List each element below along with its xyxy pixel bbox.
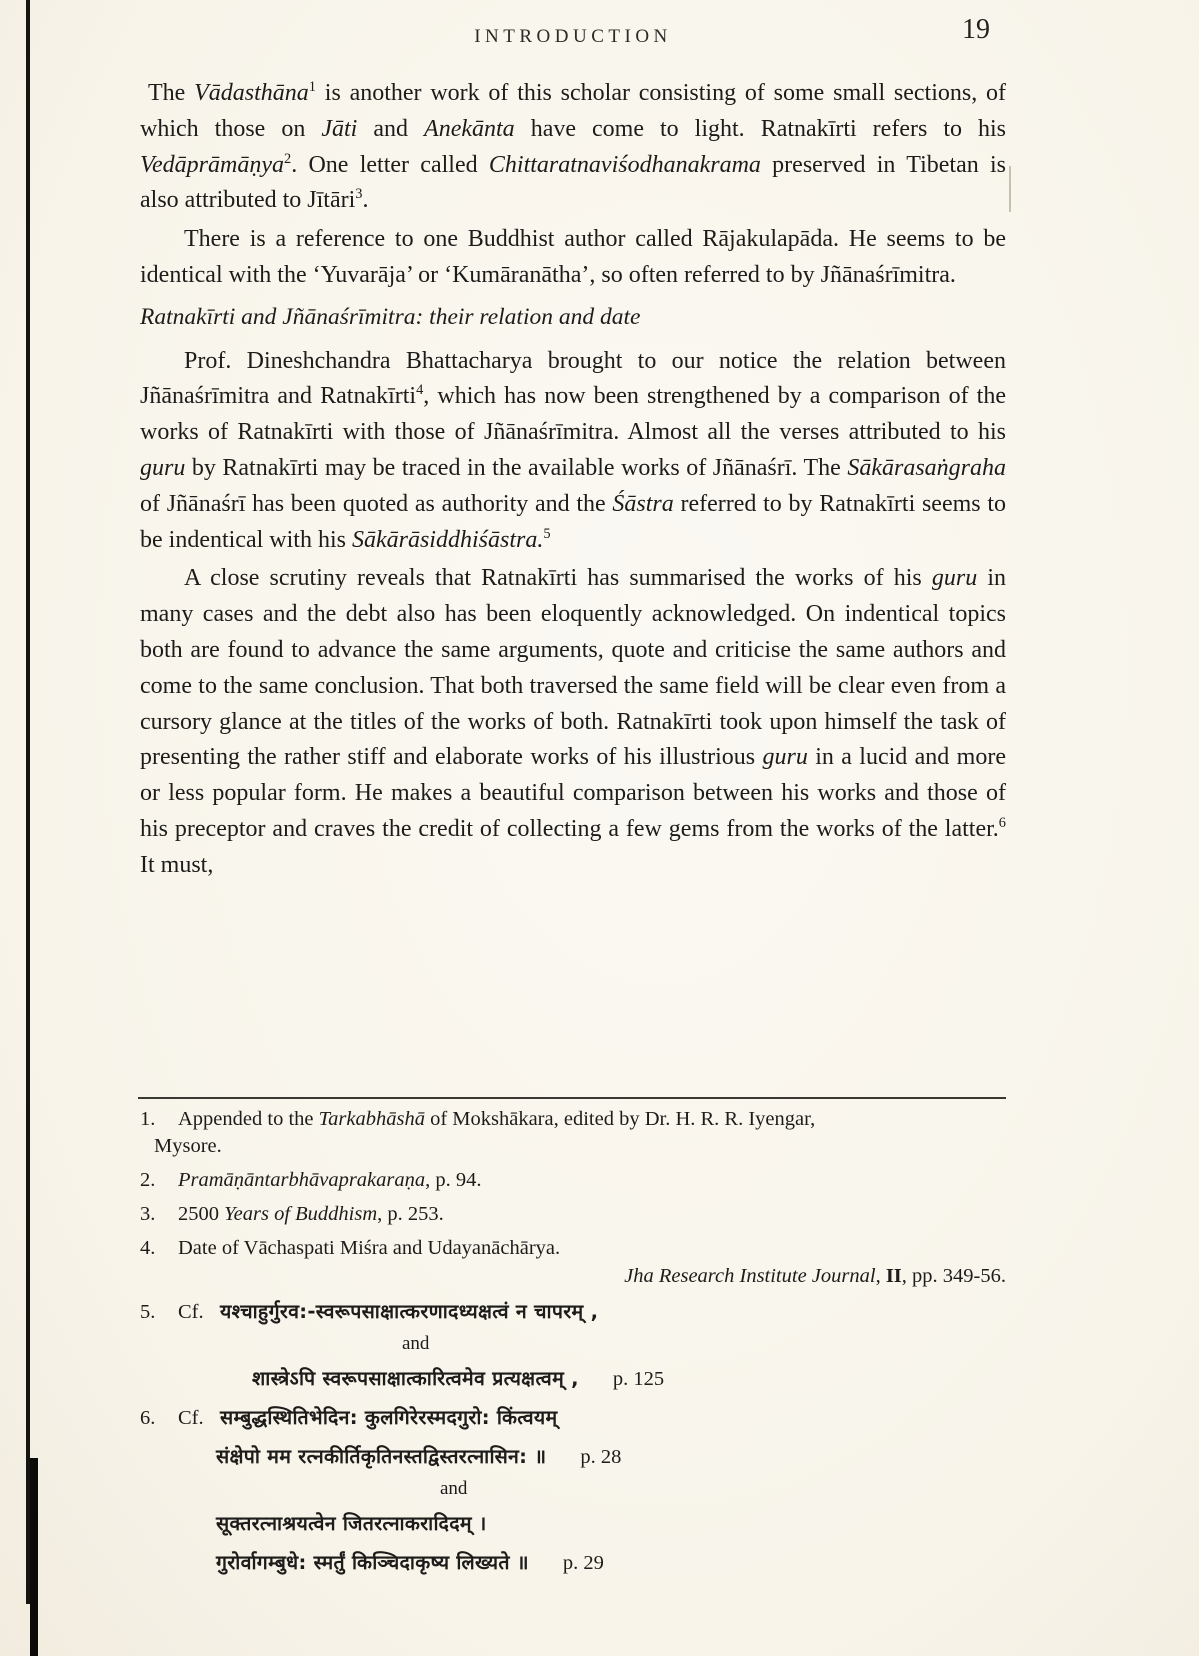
footnote-line [140,1475,1006,1502]
footnote-line [140,1362,1006,1396]
page-number: 19 [962,14,990,45]
text-run: have come to light. Ratnakīrti refers to his [514,115,1007,142]
text-run: , p. 253. [377,1203,444,1225]
footnote-marker: 2 [283,150,292,167]
text-run: in a lucid and more or less popular form. He makes a beautiful comparison between his works and those of his preceptor and craves the credit of collecting a few gems from the works of the latter. [140,744,1006,842]
text-run: Mysore. [154,1135,222,1157]
text-run: गुरोर्वागम्बुधे: स्मर्तुं किञ्चिदाकृष्य लिख्यते ॥ [216,1551,529,1574]
footnote-marker: 6 [998,814,1006,831]
footnote-line [140,1235,1006,1262]
text-run: Vādasthāna [194,80,309,106]
text-run: The [148,80,195,106]
text-run: , [875,1265,886,1287]
text-run: A close scrutiny reveals that Ratnakīrti has summarised the works of his [184,565,932,592]
text-run: and [357,115,425,142]
text-run: यश्चाहुर्गुरव:-स्वरूपसाक्षात्करणादध्यक्षत्वं न चापरम् , [220,1300,599,1323]
footnote-line [140,1133,1006,1160]
text-run: . [362,187,369,214]
text-run: Śāstra [612,490,674,517]
text-run: It must, [140,851,214,878]
text-run: There is a reference to one Buddhist author called Rājakulapāda. He seems to be identical with the ‘Yuvarāja’ or ‘Kumāranātha’, so often referred to by Jñānaśrīmitra. [140,226,1006,288]
footnote-line [140,1507,1006,1541]
text-run: 2500 [178,1203,225,1225]
text-run: Pramāṇāntarbhāvaprakaraṇa [178,1169,426,1191]
text-run: Anekānta [424,115,515,142]
footnote-line [140,1167,1006,1194]
footnotes [140,1106,1006,1580]
text-run: Cf. [178,1407,204,1429]
text-run: referred to by Ratnakīrti seems to be indentical with his [140,490,1007,553]
text-run: II [885,1265,902,1287]
text-run: and [402,1333,430,1354]
text-run: p. 28 [580,1446,622,1468]
text-run: . One letter called [291,151,489,178]
text-run: p. 125 [612,1368,665,1390]
text-run: of Jñānaśrī has been quoted as authority and the [140,490,613,517]
paragraph [140,222,1006,294]
text-run: p. 29 [562,1552,604,1574]
text-run: guru [140,454,186,481]
text-run: Years of Buddhism [224,1203,378,1225]
footnote-marker: 4 [416,382,424,399]
text-run: is another work of this scholar consisting of some small sections, of which those on [140,80,1006,142]
footnote-line [140,1330,1006,1357]
text-run: and [440,1478,468,1499]
text-run: Vedāprāmāṇya [140,151,284,178]
text-run: Sākārāsiddhiśāstra. [351,526,544,553]
footnote-marker: 5 [543,525,551,542]
text-run: guru [931,565,978,592]
text-run: Date of Vāchaspati Miśra and Udayanāchārya. [178,1237,561,1259]
paragraph [140,76,1006,219]
footnote-line [140,1546,1006,1580]
text-run: in many cases and the debt also has been eloquently acknowledged. On indentical topics both are found to advance the same arguments, quote and criticise the same authors and come to the same conclusion. That both traversed the same field will be clear even from a cursory glance at the titles of the works of both. Ratnakīrti took upon himself the task of presenting the rather stiff and elaborate works of his illustrious [140,565,1006,771]
text-run: 3. [140,1203,156,1225]
footnote-line [140,1263,1006,1290]
text-run: preserved in Tibetan is also attributed to Jītāri [140,151,1007,214]
text-run: Cf. [178,1301,204,1323]
text-run: Prof. Dineshchandra Bhattacharya brought to our notice the relation between Jñānaśrīmitra and Ratnakīrti [140,347,1006,410]
text-run: 1. [140,1108,156,1130]
body-text [140,76,1006,887]
text-run: , which has now been strengthened by a comparison of the works of Ratnakīrti with those of Jñānaśrīmitra. Almost all the verses attributed to his [140,383,1006,446]
text-run: , pp. 349-56. [901,1265,1006,1287]
text-run: Tarkabhāshā [318,1108,425,1130]
footnote-line [140,1106,1006,1133]
text-run: Chittaratnaviśodhanakrama [488,151,761,178]
running-header: INTRODUCTION [474,26,672,47]
text-run: Appended to the [178,1108,319,1130]
paragraph [140,344,1006,559]
footnote-line [140,1401,1006,1435]
text-run: 5. [140,1301,156,1323]
text-run: सम्बुद्धस्थितिभेदिन: कुलगिरेरस्मदगुरो: किंत्वयम् [220,1406,558,1429]
text-run: by Ratnakīrti may be traced in the available works of Jñānaśrī. The [185,454,848,481]
text-run: Jāti [321,115,358,142]
scan-binding-line [26,0,30,1604]
text-run: 6. [140,1407,156,1429]
text-run: Sākārasaṅgraha [847,454,1006,481]
text-run: guru [762,744,808,771]
scan-binding-mark [30,1458,38,1656]
text-run: शास्त्रेऽपि स्वरूपसाक्षात्कारित्वमेव प्रत्यक्षत्वम् , [252,1367,579,1390]
paragraph [140,561,1006,883]
text-run: Ratnakīrti and Jñānaśrīmitra: their relation and date [140,303,641,330]
scan-edge-mark [1009,166,1011,212]
text-run: Jha Research Institute Journal [624,1265,876,1287]
text-run: , p. 94. [425,1169,482,1191]
section-heading [140,300,1006,336]
footnote-line [140,1440,1006,1474]
text-run: 2. [140,1169,156,1191]
footnote-marker: 3 [355,186,363,203]
footnote-line [140,1201,1006,1228]
text-run: सूक्तरत्नाश्रयत्वेन जितरत्नाकरादिदम् । [216,1512,487,1535]
text-run: संक्षेपो मम रत्नकीर्तिकृतिनस्तद्विस्तरत्नासिन: ॥ [216,1445,547,1468]
footnote-divider [138,1097,1006,1099]
footnote-marker: 1 [308,79,316,95]
text-run: of Mokshākara, edited by Dr. H. R. R. Iyengar, [424,1108,816,1130]
text-run: 4. [140,1237,156,1259]
footnote-line [140,1295,1006,1329]
